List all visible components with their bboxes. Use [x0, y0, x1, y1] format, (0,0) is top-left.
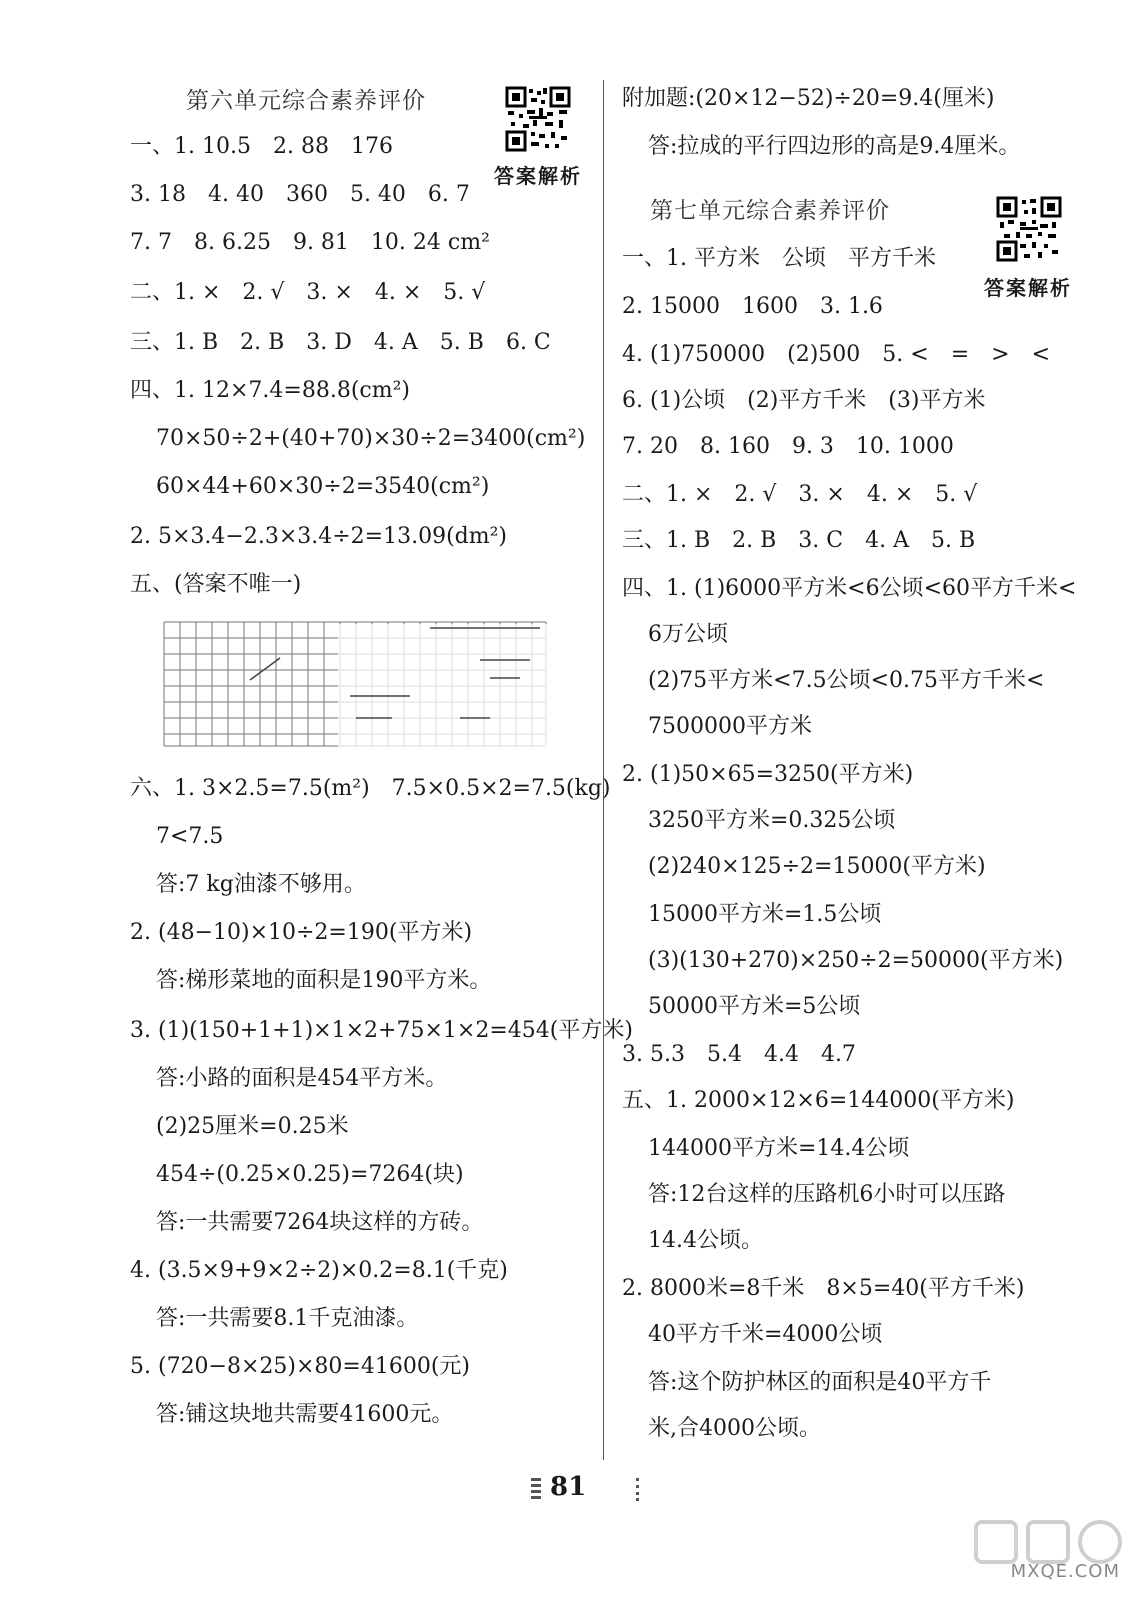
left-line-12: 7<7.5	[156, 824, 224, 849]
right-line-17: 15000平方米=1.5公顷	[648, 902, 882, 927]
left-line-19: 454÷(0.25×0.25)=7264(块)	[156, 1162, 464, 1187]
footer-ornament-left	[530, 1476, 542, 1502]
footer-ornament-right	[632, 1476, 644, 1502]
left-line-15: 答:梯形菜地的面积是190平方米。	[156, 968, 492, 993]
column-divider	[603, 80, 604, 1460]
right-line-14: 2. (1)50×65=3250(平方米)	[622, 762, 914, 787]
right-line-3: 一、1. 平方米 公顷 平方千米	[622, 246, 936, 271]
left-line-18: (2)25厘米=0.25米	[156, 1114, 349, 1139]
left-line-20: 答:一共需要7264块这样的方砖。	[156, 1210, 484, 1235]
qr-code-unit7[interactable]	[996, 196, 1062, 262]
left-line-14: 2. (48−10)×10÷2=190(平方米)	[130, 920, 473, 945]
left-line-3: 7. 7 8. 6.25 9. 81 10. 24 cm²	[130, 230, 490, 255]
left-line-10: 五、(答案不唯一)	[130, 572, 302, 597]
left-line-2: 3. 18 4. 40 360 5. 40 6. 7	[130, 182, 470, 207]
unit7-title: 第七单元综合素养评价	[650, 198, 890, 224]
right-line-7: 7. 20 8. 160 9. 3 10. 1000	[622, 434, 954, 459]
right-line-18: (3)(130+270)×250÷2=50000(平方米)	[648, 948, 1064, 973]
left-line-6: 四、1. 12×7.4=88.8(cm²)	[130, 378, 410, 403]
right-line-9: 三、1. B 2. B 3. C 4. A 5. B	[622, 528, 976, 553]
left-line-11: 六、1. 3×2.5=7.5(m²) 7.5×0.5×2=7.5(kg)	[130, 776, 611, 801]
left-line-5: 三、1. B 2. B 3. D 4. A 5. B 6. C	[130, 330, 551, 355]
right-line-20: 3. 5.3 5.4 4.4 4.7	[622, 1042, 856, 1067]
left-line-4: 二、1. × 2. √ 3. × 4. × 5. √	[130, 280, 486, 305]
right-line-1: 附加题:(20×12−52)÷20=9.4(厘米)	[622, 86, 995, 111]
qr-code-unit6[interactable]	[505, 86, 571, 152]
left-line-22: 答:一共需要8.1千克油漆。	[156, 1306, 419, 1331]
right-line-2: 答:拉成的平行四边形的高是9.4厘米。	[648, 134, 1021, 159]
right-line-21: 五、1. 2000×12×6=144000(平方米)	[622, 1088, 1015, 1113]
left-line-1: 一、1. 10.5 2. 88 176	[130, 134, 393, 159]
left-line-24: 答:铺这块地共需要41600元。	[156, 1402, 454, 1427]
right-line-8: 二、1. × 2. √ 3. × 4. × 5. √	[622, 482, 978, 507]
right-line-4: 2. 15000 1600 3. 1.6	[622, 294, 883, 319]
qr-label-unit7: 答案解析	[984, 276, 1072, 300]
right-line-13: 7500000平方米	[648, 714, 812, 739]
qr-label-unit6: 答案解析	[494, 164, 582, 188]
right-line-24: 14.4公顷。	[648, 1228, 763, 1253]
right-line-23: 答:12台这样的压路机6小时可以压路	[648, 1182, 1006, 1207]
left-line-21: 4. (3.5×9+9×2÷2)×0.2=8.1(千克)	[130, 1258, 508, 1283]
right-line-27: 答:这个防护林区的面积是40平方千	[648, 1370, 992, 1395]
right-line-5: 4. (1)750000 (2)500 5. < = > <	[622, 342, 1051, 367]
right-line-25: 2. 8000米=8千米 8×5=40(平方千米)	[622, 1276, 1025, 1301]
right-line-15: 3250平方米=0.325公顷	[648, 808, 896, 833]
grid-figure	[160, 618, 550, 754]
right-line-28: 米,合4000公顷。	[648, 1416, 821, 1441]
left-line-17: 答:小路的面积是454平方米。	[156, 1066, 448, 1091]
right-line-26: 40平方千米=4000公顷	[648, 1322, 883, 1347]
left-line-13: 答:7 kg油漆不够用。	[156, 872, 366, 897]
right-line-22: 144000平方米=14.4公顷	[648, 1136, 910, 1161]
left-line-16: 3. (1)(150+1+1)×1×2+75×1×2=454(平方米)	[130, 1018, 633, 1043]
watermark-text: MXQE.COM	[1010, 1561, 1120, 1582]
unit6-title: 第六单元综合素养评价	[186, 88, 426, 114]
right-line-10: 四、1. (1)6000平方米<6公顷<60平方千米<	[622, 576, 1077, 601]
right-line-19: 50000平方米=5公顷	[648, 994, 861, 1019]
right-line-16: (2)240×125÷2=15000(平方米)	[648, 854, 986, 879]
right-line-6: 6. (1)公顷 (2)平方千米 (3)平方米	[622, 388, 986, 413]
page-number: 81	[550, 1472, 587, 1502]
right-line-12: (2)75平方米<7.5公顷<0.75平方千米<	[648, 668, 1045, 693]
left-line-9: 2. 5×3.4−2.3×3.4÷2=13.09(dm²)	[130, 524, 508, 549]
left-line-8: 60×44+60×30÷2=3540(cm²)	[156, 474, 490, 499]
left-line-23: 5. (720−8×25)×80=41600(元)	[130, 1354, 471, 1379]
left-line-7: 70×50÷2+(40+70)×30÷2=3400(cm²)	[156, 426, 586, 451]
right-line-11: 6万公顷	[648, 622, 728, 647]
